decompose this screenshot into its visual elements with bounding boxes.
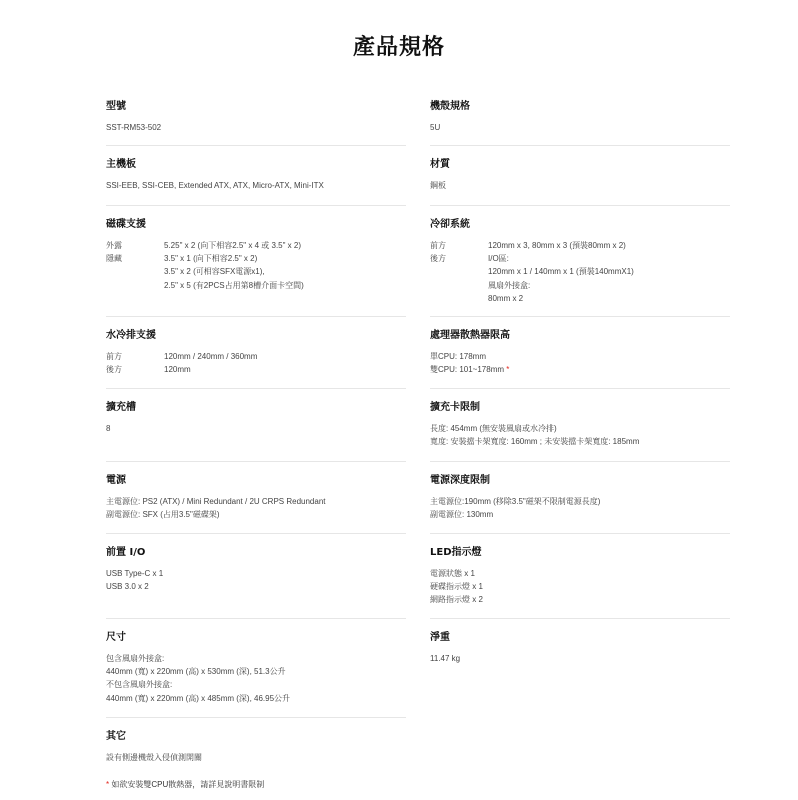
spec-value: 包含風扇外接盒:: [106, 654, 165, 663]
spec-title: 電源深度限制: [430, 475, 490, 486]
spec-value: 鋼板: [430, 181, 446, 190]
spec-value: 硬碟指示燈 x 1: [430, 582, 483, 592]
spec-value: 副電源位: SFX (占用3.5"磁碟架): [106, 510, 220, 520]
spec-weight: [430, 631, 730, 665]
spec-value: USB 3.0 x 2: [106, 582, 149, 592]
divider: [106, 461, 406, 462]
spec-psu: [106, 474, 406, 521]
divider: [430, 316, 730, 317]
divider: [106, 205, 406, 206]
spec-value: 寬度: 安裝擋卡架寬度: 160mm ; 未安裝擋卡架寬度: 185mm: [430, 437, 640, 447]
divider: [430, 461, 730, 462]
spec-title: 材質: [430, 159, 450, 170]
spec-value: 5.25" x 2 (向下相容2.5" x 4 或 3.5" x 2): [164, 241, 302, 250]
spec-row: [430, 292, 730, 305]
spec-title: 其它: [106, 731, 126, 742]
spec-motherboard: [106, 158, 406, 192]
spec-title: 前置 I/O: [106, 547, 146, 558]
spec-key: 後方: [430, 254, 446, 264]
spec-value: 網路指示燈 x 2: [430, 595, 483, 605]
spec-row: [430, 252, 730, 265]
spec-title: 擴充槽: [106, 402, 136, 413]
spec-key: 前方: [430, 241, 446, 250]
spec-value: 8: [106, 424, 111, 433]
spec-title: LED指示燈: [430, 547, 482, 558]
spec-value: 120mm: [164, 365, 191, 375]
spec-value: 440mm (寬) x 220mm (高) x 485mm (深), 46.95公升: [106, 693, 291, 703]
spec-title: 型號: [106, 101, 126, 112]
spec-key: [106, 265, 164, 278]
spec-value: 80mm x 2: [488, 293, 524, 303]
spec-key: [430, 292, 488, 305]
spec-cpu-cooler: [430, 329, 730, 376]
spec-value: 風扇外接盒:: [488, 280, 531, 290]
divider: [106, 145, 406, 146]
spec-cooling: [430, 218, 730, 305]
spec-drive-support: [106, 218, 406, 292]
spec-row: [106, 239, 406, 252]
spec-title: 磁碟支援: [106, 219, 146, 230]
spec-title: 電源: [106, 475, 126, 486]
divider: [106, 388, 406, 389]
spec-key: 前方: [106, 352, 122, 361]
spec-row: [430, 239, 730, 252]
spec-key: [430, 265, 488, 278]
spec-key: [430, 279, 488, 292]
spec-value: 2.5" x 5 (有2PCS占用第8槽介面卡空間): [164, 280, 304, 290]
spec-row: [430, 279, 730, 292]
spec-key: 外露: [106, 241, 122, 250]
divider: [106, 717, 406, 718]
divider: [106, 533, 406, 534]
spec-value: 長度: 454mm (無安裝風扇或水冷排): [430, 424, 557, 433]
divider: [430, 388, 730, 389]
footnote-text: 如欲安裝雙CPU散熱器，請詳見說明書限制: [109, 780, 265, 789]
spec-row: [106, 363, 406, 376]
spec-row: [106, 252, 406, 265]
spec-title: 淨重: [430, 632, 450, 643]
spec-psu-depth: [430, 474, 730, 521]
spec-value: 5U: [430, 123, 441, 132]
spec-value: 雙CPU: 101~178mm: [430, 365, 505, 375]
divider: [430, 533, 730, 534]
spec-value: 單CPU: 178mm: [430, 352, 487, 361]
spec-title: 主機板: [106, 159, 136, 170]
spec-key: 隱藏: [106, 254, 122, 264]
spec-row: [106, 265, 406, 278]
spec-expansion: [106, 401, 406, 435]
spec-form-factor: [430, 100, 730, 134]
spec-value: 不包含風扇外接盒:: [106, 680, 173, 690]
asterisk-mark: *: [506, 365, 510, 375]
spec-key: 後方: [106, 365, 122, 375]
spec-value: 3.5" x 2 (可相容SFX電源x1),: [164, 267, 265, 277]
spec-value: 120mm x 3, 80mm x 3 (預裝80mm x 2): [488, 241, 626, 250]
spec-value: 主電源位: PS2 (ATX) / Mini Redundant / 2U CRPS Redundant: [106, 497, 326, 506]
spec-key: [106, 279, 164, 292]
spec-others: [106, 730, 406, 764]
divider: [106, 618, 406, 619]
spec-material: [430, 158, 730, 192]
spec-value: 3.5" x 1 (向下相容2.5" x 2): [164, 254, 258, 264]
spec-value: 11.47 kg: [430, 654, 461, 663]
spec-value: 副電源位: 130mm: [430, 510, 494, 520]
spec-value: 電源狀態 x 1: [430, 569, 475, 578]
spec-value: SSI-EEB, SSI-CEB, Extended ATX, ATX, Micro-ATX, Mini-ITX: [106, 181, 324, 190]
spec-title: 擴充卡限制: [430, 402, 480, 413]
spec-value: I/O區:: [488, 254, 509, 264]
spec-title: 水冷排支援: [106, 330, 156, 341]
spec-title: 冷卻系統: [430, 219, 470, 230]
spec-title: 機殼規格: [430, 101, 470, 112]
spec-row: [106, 350, 406, 363]
spec-radiator: [106, 329, 406, 376]
footnote: [106, 779, 264, 790]
footnote-asterisk: *: [106, 780, 110, 789]
spec-value: 120mm x 1 / 140mm x 1 (預裝140mmX1): [488, 267, 634, 277]
divider: [430, 618, 730, 619]
spec-card-limit: [430, 401, 730, 448]
spec-value: 設有側邊機殼入侵偵測開關: [106, 753, 202, 762]
spec-value: 120mm / 240mm / 360mm: [164, 352, 258, 361]
spec-value: 主電源位:190mm (移除3.5"磁架不限制電源長度): [430, 497, 601, 506]
divider: [106, 316, 406, 317]
spec-row: [430, 265, 730, 278]
spec-row: [106, 279, 406, 292]
spec-title: 尺寸: [106, 632, 126, 643]
spec-value: USB Type-C x 1: [106, 569, 164, 578]
spec-led: [430, 546, 730, 607]
spec-value: SST-RM53-502: [106, 123, 162, 132]
spec-dimensions: [106, 631, 406, 705]
spec-front-io: [106, 546, 406, 593]
spec-value-line: [430, 363, 730, 376]
divider: [430, 145, 730, 146]
divider: [430, 205, 730, 206]
spec-value: 440mm (寬) x 220mm (高) x 530mm (深), 51.3公升: [106, 667, 286, 677]
page-title: 產品規格: [352, 35, 445, 60]
spec-model: [106, 100, 406, 134]
spec-title: 處理器散熱器限高: [430, 330, 510, 341]
